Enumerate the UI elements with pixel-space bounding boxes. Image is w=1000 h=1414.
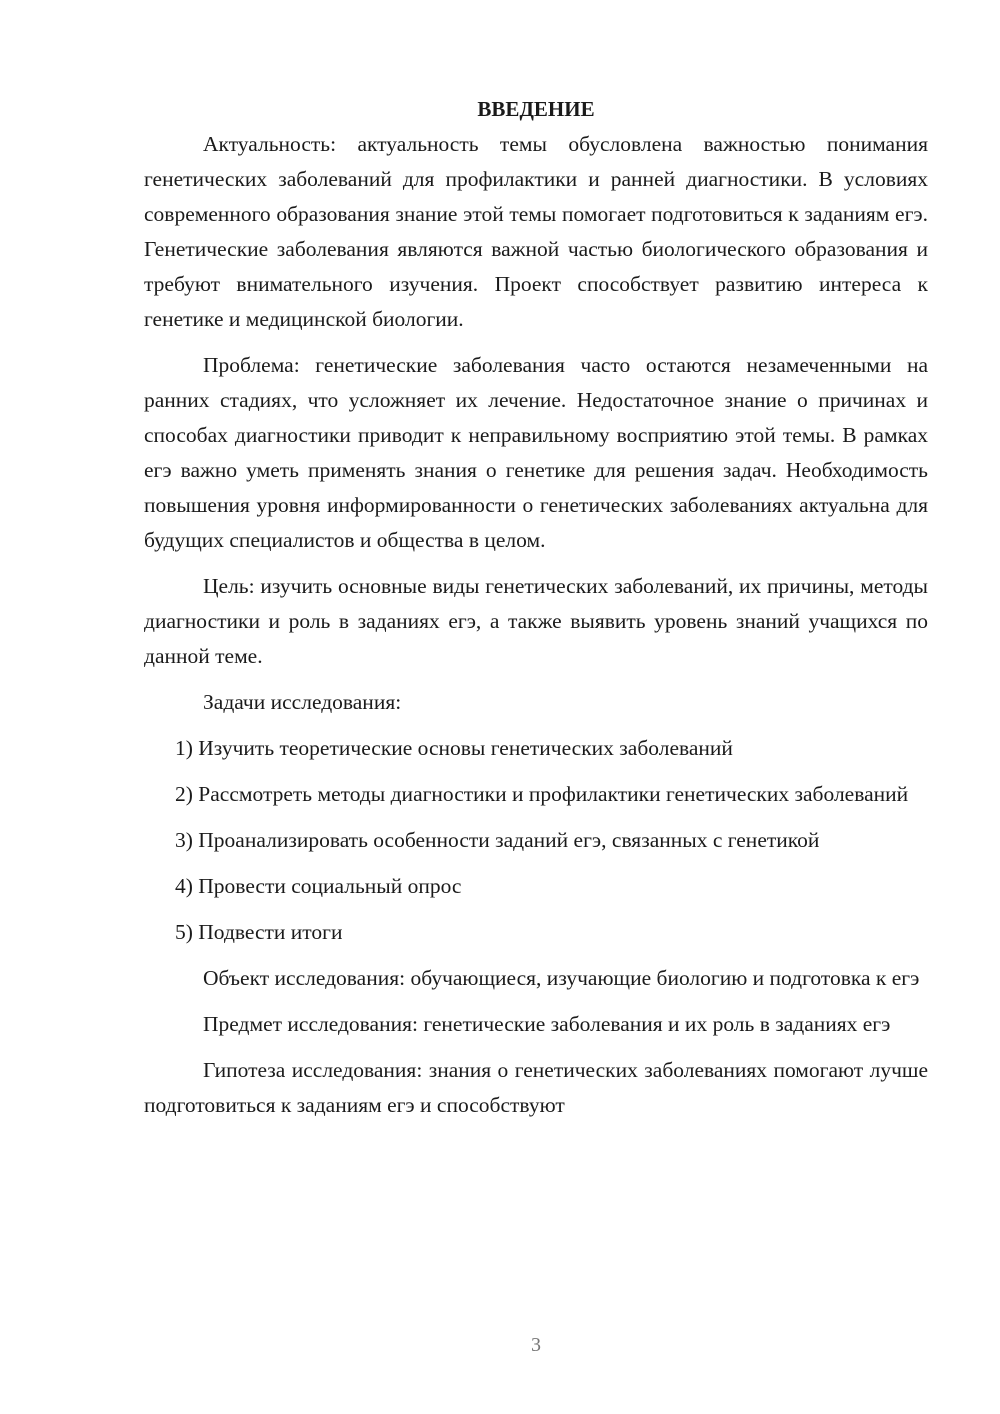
list-item: 2) Рассмотреть методы диагностики и профилактики генетических заболеваний — [175, 782, 909, 806]
tasks-heading: Задачи исследования: — [203, 690, 402, 714]
paragraph-object: Объект исследования: обучающиеся, изучающие биологию и подготовка к егэ — [203, 966, 920, 990]
paragraph-problem: Проблема: генетические заболевания часто остаются незамеченными на ранних стадиях, что усложняет их лечение. Недостаточное знание о причинах и способах диагностики приводит к неправильному восприятию этой темы. В рамках егэ важно уметь применять знания о генетике для решения задач. Необходимость повышения уровня информированности о генетических заболеваниях актуальна для будущих специалистов и общества в целом. — [144, 353, 928, 552]
list-item: 3) Проанализировать особенности заданий егэ, связанных с генетикой — [175, 828, 820, 852]
section-title: ВВЕДЕНИЕ — [477, 97, 595, 121]
list-item: 1) Изучить теоретические основы генетических заболеваний — [175, 736, 733, 760]
paragraph-relevance: Актуальность: актуальность темы обусловлена важностью понимания генетических заболеваний для профилактики и ранней диагностики. В условиях современного образования знание этой темы помогает подготовиться к заданиям егэ. Генетические заболевания являются важной частью биологического образования и требуют внимательного изучения. Проект способствует развитию интереса к генетике и медицинской биологии. — [144, 132, 928, 331]
paragraph-hypothesis: Гипотеза исследования: знания о генетических заболеваниях помогают лучше подготовиться к заданиям егэ и способствуют — [144, 1058, 928, 1117]
paragraph-goal: Цель: изучить основные виды генетических заболеваний, их причины, методы диагностики и роль в заданиях егэ, а также выявить уровень знаний учащихся по данной теме. — [144, 574, 928, 668]
page-content — [144, 92, 928, 1134]
list-item: 5) Подвести итоги — [175, 920, 343, 944]
list-item: 4) Провести социальный опрос — [175, 874, 462, 898]
paragraph-subject: Предмет исследования: генетические заболевания и их роль в заданиях егэ — [203, 1012, 891, 1036]
page-number: 3 — [531, 1334, 541, 1356]
